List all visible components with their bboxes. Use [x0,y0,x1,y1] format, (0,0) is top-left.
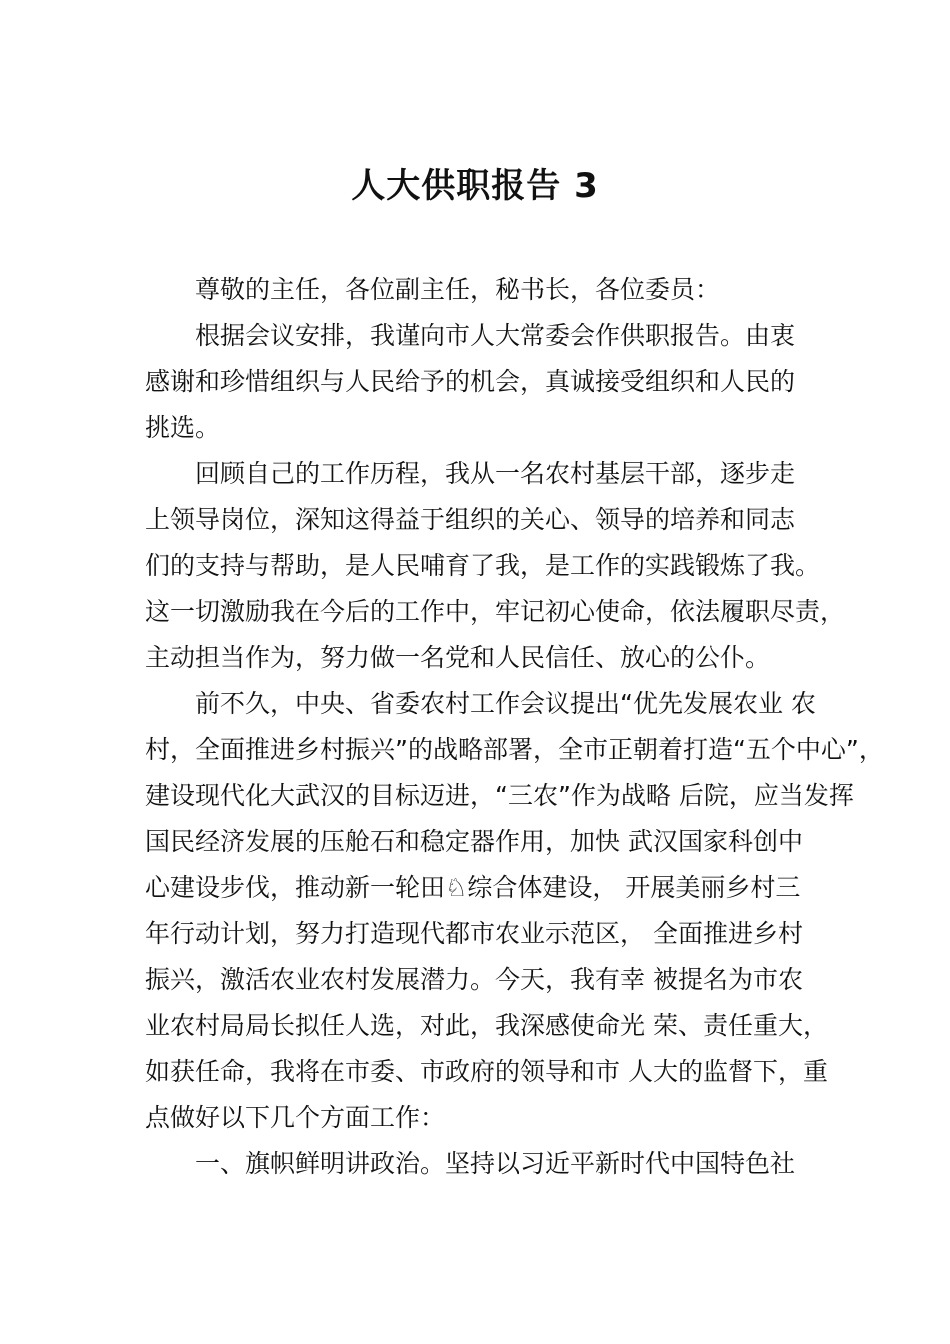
text-line: 村，全面推进乡村振兴”的战略部署，全市正朝着打造“五个中心”， [145,735,884,764]
text-line: 挑选。 [145,413,221,442]
text-line: 回顾自己的工作历程，我从一名农村基层干部，逐步走 [195,459,796,488]
text-line: 振兴，激活农业农村发展潜力。今天，我有幸 被提名为市农 [145,965,803,994]
text-line: 尊敬的主任，各位副主任，秘书长，各位委员： [195,275,721,304]
text-line: 一、旗帜鲜明讲政治。坚持以习近平新时代中国特色社 [195,1149,796,1178]
text-line: 根据会议安排，我谨向市人大常委会作供职报告。由衷 [195,321,796,350]
text-line: 建设现代化大武汉的目标迈进，“三农”作为战略 后院，应当发挥 [145,781,854,810]
text-line: 感谢和珍惜组织与人民给予的机会，真诚接受组织和人民的 [145,367,796,396]
text-line: 上领导岗位，深知这得益于组织的关心、领导的培养和同志 [145,505,796,534]
text-line: 国民经济发展的压舱石和稳定器作用，加快 武汉国家科创中 [145,827,803,856]
text-line: 主动担当作为，努力做一名党和人民信任、放心的公仆。 [145,643,771,672]
text-line: 如获任命，我将在市委、市政府的领导和市 人大的监督下，重 [145,1057,828,1086]
text-line: 点做好以下几个方面工作： [145,1103,446,1132]
text-line: 前不久，中央、省委农村工作会议提出“优先发展农业 农 [195,689,816,718]
text-line: 心建设步伐，推动新一轮田♘综合体建设， 开展美丽乡村三 [145,873,801,902]
text-line: 业农村局局长拟任人选，对此，我深感使命光 荣、责任重大， [145,1011,828,1040]
text-line: 们的支持与帮助，是人民哺育了我，是工作的实践锻炼了我。 [145,551,821,580]
document-title: 人大供职报告 3 [351,166,599,206]
text-line: 这一切激励我在今后的工作中，牢记初心使命，依法履职尽责， [145,597,846,626]
text-line: 年行动计划，努力打造现代都市农业示范区， 全面推进乡村 [145,919,803,948]
